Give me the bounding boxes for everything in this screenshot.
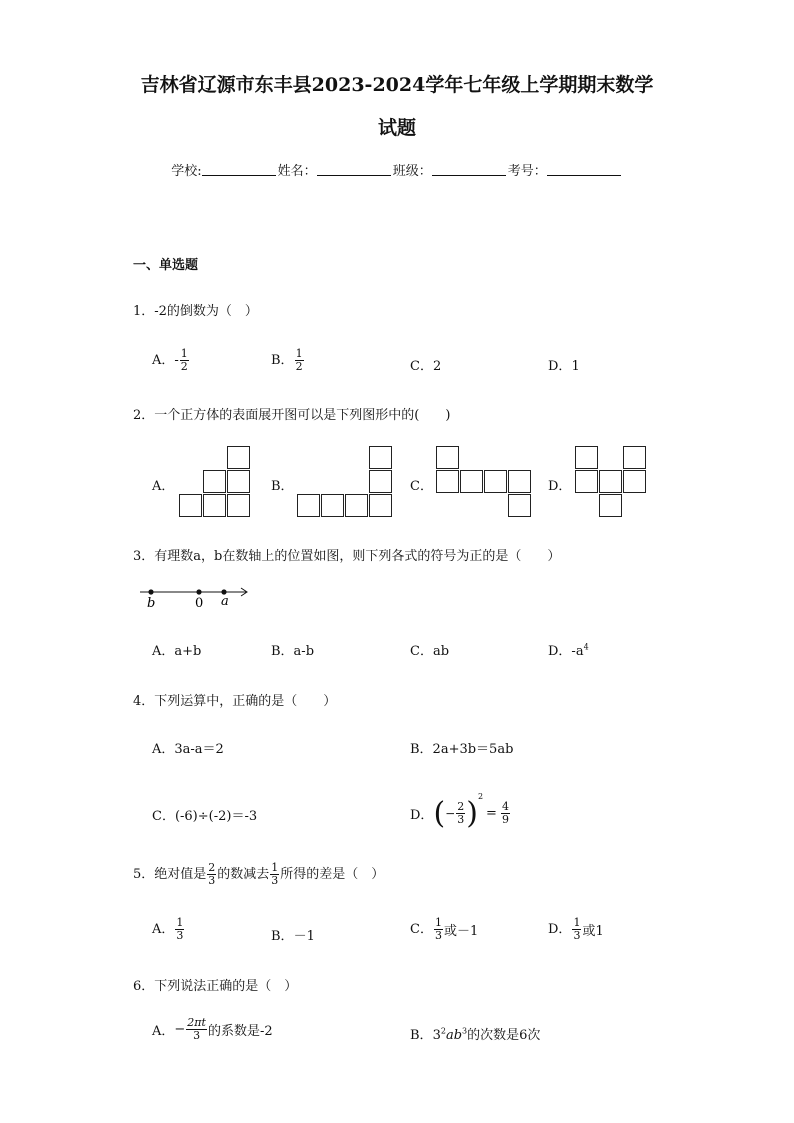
q4-d-prefix: D． bbox=[410, 808, 434, 823]
q4-d-result-fraction bbox=[501, 801, 510, 826]
net-cell bbox=[623, 470, 646, 493]
q6-a-prefix: A． bbox=[152, 1024, 175, 1039]
net-cell bbox=[179, 494, 202, 517]
net-cell bbox=[321, 494, 344, 517]
q5-c-tail: 或－1 bbox=[443, 924, 479, 939]
school-label: 学校: bbox=[171, 164, 202, 179]
q4-option-c: C．(-6)÷(-2)＝-3 bbox=[152, 809, 258, 824]
q2-label-d: D． bbox=[548, 479, 572, 494]
q3-stem: 3．有理数a，b在数轴上的位置如图，则下列各式的符号为正的是（ ） bbox=[133, 549, 561, 564]
net-cell bbox=[203, 470, 226, 493]
q6-b-prefix: B． bbox=[410, 1028, 433, 1043]
q3-option-d bbox=[548, 640, 589, 659]
class-blank[interactable] bbox=[432, 163, 506, 176]
q2-label-b: B． bbox=[271, 479, 294, 494]
q4-d-exponent: 2 bbox=[477, 792, 484, 801]
q5-f1-den: 3 bbox=[208, 874, 216, 887]
label-b: b bbox=[147, 596, 156, 611]
q1-b-fraction bbox=[295, 348, 304, 373]
q5-stem bbox=[133, 862, 384, 887]
net-cell bbox=[508, 494, 531, 517]
q5-option-d bbox=[548, 917, 604, 942]
q5-a-fraction bbox=[175, 917, 184, 942]
exam-number-label: 考号： bbox=[507, 164, 547, 179]
name-label: 姓名： bbox=[277, 164, 317, 179]
q2-label-a: A． bbox=[152, 479, 175, 494]
q1-option-b bbox=[271, 348, 305, 373]
net-cell bbox=[484, 470, 507, 493]
q5-d-num: 1 bbox=[573, 916, 581, 929]
q5-c-prefix: C． bbox=[410, 922, 433, 937]
q4-option-a: A．3a-a＝2 bbox=[152, 742, 224, 757]
section-title: 一、单选题 bbox=[133, 258, 199, 273]
q3-option-a: A．a+b bbox=[152, 644, 202, 659]
q5-b-prefix: B． bbox=[271, 929, 294, 944]
q1-c-prefix: C． bbox=[410, 359, 433, 374]
q5-d-fraction bbox=[572, 917, 581, 942]
q1-a-prefix: A． bbox=[152, 353, 175, 368]
q4-d-result-den: 9 bbox=[501, 813, 509, 826]
q5-c-num: 1 bbox=[434, 916, 442, 929]
q6-option-b bbox=[410, 1024, 540, 1043]
q2-stem: 2．一个正方体的表面展开图可以是下列图形中的( ) bbox=[133, 408, 451, 423]
q1-a-num: 1 bbox=[180, 347, 188, 360]
net-cell bbox=[623, 446, 646, 469]
q5-stem-part1: 5．绝对值是 bbox=[133, 867, 207, 882]
q6-a-den: 3 bbox=[193, 1029, 201, 1042]
doc-title-line1: 吉林省辽源市东丰县2023-2024学年七年级上学期期末数学 bbox=[140, 74, 654, 96]
q4-d-fraction bbox=[456, 801, 465, 826]
q5-fraction1 bbox=[207, 862, 216, 887]
q4-d-result-num: 4 bbox=[501, 800, 509, 813]
q5-a-prefix: A． bbox=[152, 922, 175, 937]
q1-b-prefix: B． bbox=[271, 353, 294, 368]
q5-d-tail: 或1 bbox=[582, 924, 604, 939]
q5-stem-part2: 的数减去 bbox=[217, 867, 270, 882]
q5-b-text: －1 bbox=[293, 929, 315, 944]
student-info-row bbox=[0, 160, 794, 179]
q5-c-fraction bbox=[434, 917, 443, 942]
net-cell bbox=[227, 446, 250, 469]
net-cell bbox=[345, 494, 368, 517]
net-cell bbox=[575, 470, 598, 493]
point-b bbox=[148, 589, 153, 594]
q6-stem: 6．下列说法正确的是（ ） bbox=[133, 979, 298, 994]
q6-option-a bbox=[152, 1017, 273, 1042]
q4-d-right-paren: ) bbox=[466, 796, 478, 831]
net-cell bbox=[203, 494, 226, 517]
q3-d-exponent: 4 bbox=[583, 642, 589, 652]
net-cell bbox=[369, 494, 392, 517]
q1-option-a bbox=[152, 348, 190, 373]
q4-d-sign: − bbox=[445, 806, 456, 821]
q4-option-b: B．2a+3b＝5ab bbox=[410, 742, 514, 757]
net-cell bbox=[508, 470, 531, 493]
q6-a-sign: − bbox=[174, 1022, 186, 1037]
q3-option-b: B．a-b bbox=[271, 644, 315, 659]
q4-d-left-paren: ( bbox=[433, 796, 446, 831]
q4-d-equals: = bbox=[486, 806, 497, 821]
q5-d-prefix: D． bbox=[548, 922, 572, 937]
q6-b-exp1: 2 bbox=[440, 1026, 446, 1036]
net-cell bbox=[436, 446, 459, 469]
q1-a-fraction bbox=[180, 348, 189, 373]
q4-d-den: 3 bbox=[457, 813, 465, 826]
q4-d-num: 2 bbox=[457, 800, 465, 813]
q5-f2-num: 1 bbox=[271, 861, 279, 874]
q6-b-exp2: 3 bbox=[462, 1026, 468, 1036]
q4-option-d bbox=[410, 792, 511, 831]
number-line bbox=[138, 583, 250, 611]
q5-option-c bbox=[410, 917, 478, 942]
q6-a-num: 2πt bbox=[187, 1016, 206, 1029]
net-cell bbox=[460, 470, 483, 493]
q1-a-sign: - bbox=[174, 353, 179, 368]
q1-b-den: 2 bbox=[295, 360, 303, 373]
net-cell bbox=[369, 470, 392, 493]
q5-c-den: 3 bbox=[434, 929, 442, 942]
q4-stem: 4．下列运算中，正确的是（ ） bbox=[133, 694, 337, 709]
label-zero: 0 bbox=[195, 596, 204, 611]
net-cell bbox=[599, 494, 622, 517]
q5-fraction2 bbox=[270, 862, 279, 887]
q6-b-base: 3 bbox=[432, 1028, 441, 1043]
net-cell bbox=[227, 494, 250, 517]
q5-f1-num: 2 bbox=[208, 861, 216, 874]
label-a: a bbox=[221, 594, 229, 609]
q3-option-c: C．ab bbox=[410, 644, 450, 659]
q3-d-text: D．-a bbox=[548, 644, 584, 659]
net-cell bbox=[297, 494, 320, 517]
q1-stem: 1．-2的倒数为（ ） bbox=[133, 304, 258, 319]
q1-option-d bbox=[548, 355, 580, 374]
doc-title-line2: 试题 bbox=[377, 117, 416, 139]
q1-c-text: 2 bbox=[432, 359, 442, 374]
exam-number-blank[interactable] bbox=[547, 163, 621, 176]
q5-d-den: 3 bbox=[573, 929, 581, 942]
net-cell bbox=[227, 470, 250, 493]
q5-f2-den: 3 bbox=[271, 874, 279, 887]
q6-a-fraction bbox=[186, 1017, 207, 1042]
q5-a-num: 1 bbox=[176, 916, 184, 929]
net-cell bbox=[575, 446, 598, 469]
class-label: 班级： bbox=[392, 164, 432, 179]
q6-b-variables: ab bbox=[445, 1028, 463, 1043]
q6-a-tail: 的系数是-2 bbox=[207, 1024, 273, 1039]
school-blank[interactable] bbox=[202, 163, 276, 176]
q1-d-prefix: D． bbox=[548, 359, 572, 374]
q1-option-c bbox=[410, 355, 441, 374]
q5-stem-part3: 所得的差是（ ） bbox=[280, 867, 385, 882]
name-blank[interactable] bbox=[317, 163, 391, 176]
q5-option-b bbox=[271, 925, 315, 944]
q2-label-c: C． bbox=[410, 479, 433, 494]
q1-b-num: 1 bbox=[295, 347, 303, 360]
q1-d-text: 1 bbox=[571, 359, 580, 374]
q5-a-den: 3 bbox=[176, 929, 184, 942]
q5-option-a bbox=[152, 917, 185, 942]
net-cell bbox=[436, 470, 459, 493]
net-cell bbox=[369, 446, 392, 469]
q6-b-tail: 的次数是6次 bbox=[467, 1028, 541, 1043]
q1-a-den: 2 bbox=[180, 360, 188, 373]
net-cell bbox=[599, 470, 622, 493]
point-zero bbox=[196, 589, 201, 594]
